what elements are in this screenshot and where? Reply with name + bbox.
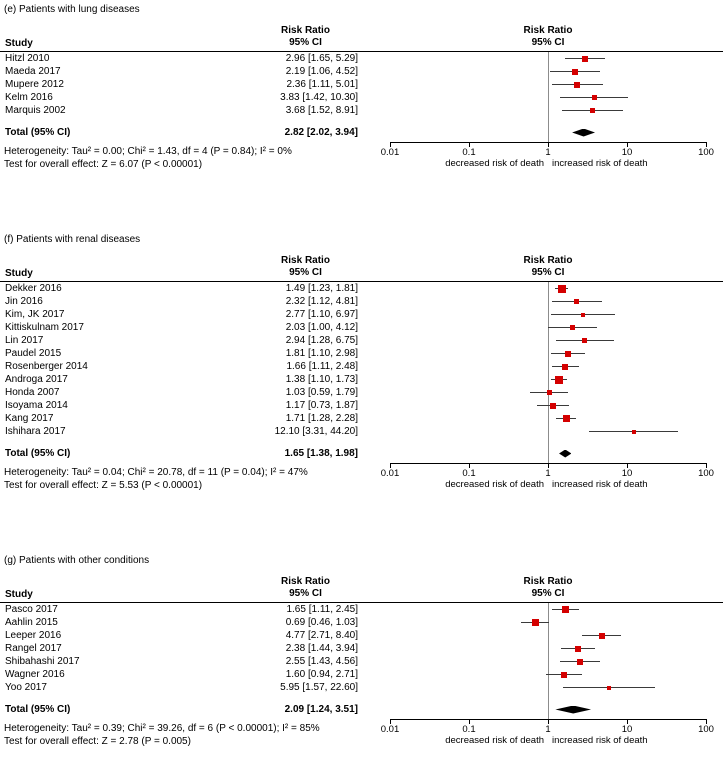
forest-panel bbox=[0, 234, 723, 507]
point-estimate-marker bbox=[561, 672, 567, 678]
row-spacer bbox=[0, 117, 723, 126]
study-row bbox=[0, 65, 723, 78]
panel-title: (e) Patients with lung diseases bbox=[4, 4, 140, 15]
estimate-header-line1: Risk Ratio bbox=[281, 25, 330, 36]
overall-effect-text: Test for overall effect: Z = 6.07 (P < 0.00001) bbox=[4, 159, 203, 170]
plot-header-line2: 95% CI bbox=[531, 588, 565, 599]
plot-header-cell bbox=[358, 255, 723, 279]
total-label: Total (95% CI) bbox=[5, 127, 71, 138]
study-name: Kim, JK 2017 bbox=[5, 309, 65, 320]
point-estimate-marker bbox=[555, 376, 563, 384]
axis-label-decreased-risk: decreased risk of death bbox=[445, 158, 544, 169]
study-row bbox=[0, 681, 723, 694]
study-row bbox=[0, 412, 723, 425]
estimate-label: 2.19 [1.06, 4.52] bbox=[285, 66, 358, 77]
axis-tick-label: 0.01 bbox=[380, 147, 400, 158]
axis-tick-label: 10 bbox=[621, 147, 633, 158]
estimate-label: 2.94 [1.28, 6.75] bbox=[285, 335, 358, 346]
ci-plot-cell bbox=[358, 295, 723, 308]
table-header bbox=[0, 25, 723, 52]
total-estimate: 2.82 [2.02, 3.94] bbox=[284, 127, 358, 138]
ci-plot-cell bbox=[358, 91, 723, 104]
table-header bbox=[0, 255, 723, 282]
estimate-header-line2: 95% CI bbox=[289, 267, 322, 278]
point-estimate-marker bbox=[550, 403, 556, 409]
point-estimate-marker bbox=[572, 69, 578, 75]
point-estimate-marker bbox=[547, 390, 552, 395]
study-row bbox=[0, 386, 723, 399]
estimate-column-header bbox=[253, 576, 358, 600]
total-estimate: 1.65 [1.38, 1.98] bbox=[284, 448, 358, 459]
ci-plot-cell bbox=[358, 282, 723, 295]
point-estimate-marker bbox=[599, 633, 605, 639]
plot-header-cell bbox=[358, 576, 723, 600]
total-diamond bbox=[572, 129, 595, 137]
ci-plot-cell bbox=[358, 321, 723, 334]
estimate-label: 1.49 [1.23, 1.81] bbox=[285, 283, 358, 294]
estimate-label: 2.32 [1.12, 4.81] bbox=[285, 296, 358, 307]
estimate-label: 5.95 [1.57, 22.60] bbox=[280, 682, 358, 693]
axis-tick-label: 1 bbox=[545, 468, 551, 479]
study-row bbox=[0, 78, 723, 91]
study-row bbox=[0, 425, 723, 438]
plot-header-line1: Risk Ratio bbox=[523, 25, 573, 36]
study-name: Lin 2017 bbox=[5, 335, 44, 346]
point-estimate-marker bbox=[590, 108, 595, 113]
point-estimate-marker bbox=[574, 82, 580, 88]
ci-plot-cell bbox=[358, 642, 723, 655]
ci-plot-cell bbox=[358, 104, 723, 117]
plot-header-line2: 95% CI bbox=[531, 267, 565, 278]
study-name: Isoyama 2014 bbox=[5, 400, 68, 411]
estimate-header-line1: Risk Ratio bbox=[281, 255, 330, 266]
study-row bbox=[0, 655, 723, 668]
ci-plot-cell bbox=[358, 655, 723, 668]
study-name: Wagner 2016 bbox=[5, 669, 65, 680]
heterogeneity-text: Heterogeneity: Tau² = 0.04; Chi² = 20.78, df = 11 (P = 0.04); I² = 47% bbox=[4, 467, 308, 478]
axis-tick-label: 100 bbox=[698, 724, 714, 735]
study-row bbox=[0, 104, 723, 117]
total-plot-cell bbox=[358, 126, 723, 139]
study-row bbox=[0, 308, 723, 321]
estimate-label: 1.81 [1.10, 2.98] bbox=[285, 348, 358, 359]
panel-footer bbox=[0, 142, 723, 186]
ci-plot-cell bbox=[358, 360, 723, 373]
point-estimate-marker bbox=[532, 619, 539, 626]
estimate-label: 1.17 [0.73, 1.87] bbox=[285, 400, 358, 411]
plot-column-header bbox=[390, 576, 706, 600]
study-row bbox=[0, 373, 723, 386]
study-name: Kittiskulnam 2017 bbox=[5, 322, 84, 333]
study-name: Androga 2017 bbox=[5, 374, 68, 385]
total-row bbox=[0, 126, 723, 139]
axis-tick-label: 0.01 bbox=[380, 724, 400, 735]
study-column-header: Study bbox=[5, 38, 33, 49]
point-estimate-marker bbox=[562, 606, 569, 613]
study-column-header: Study bbox=[5, 589, 33, 600]
plot-header-line1: Risk Ratio bbox=[523, 576, 573, 587]
study-name: Marquis 2002 bbox=[5, 105, 66, 116]
estimate-label: 1.66 [1.11, 2.48] bbox=[286, 361, 358, 372]
estimate-label: 0.69 [0.46, 1.03] bbox=[285, 617, 358, 628]
study-row bbox=[0, 91, 723, 104]
axis-label-increased-risk: increased risk of death bbox=[552, 735, 648, 746]
overall-effect-text: Test for overall effect: Z = 5.53 (P < 0.00001) bbox=[4, 480, 203, 491]
study-row bbox=[0, 52, 723, 65]
point-estimate-marker bbox=[570, 325, 575, 330]
row-spacer bbox=[0, 694, 723, 703]
study-row bbox=[0, 629, 723, 642]
axis-cell bbox=[358, 142, 723, 186]
estimate-label: 1.65 [1.11, 2.45] bbox=[286, 604, 358, 615]
x-axis bbox=[358, 142, 723, 186]
axis-tick-label: 10 bbox=[621, 468, 633, 479]
study-row bbox=[0, 642, 723, 655]
forest-panel bbox=[0, 555, 723, 763]
axis-label-decreased-risk: decreased risk of death bbox=[445, 479, 544, 490]
estimate-label: 3.68 [1.52, 8.91] bbox=[285, 105, 358, 116]
axis-cell bbox=[358, 719, 723, 763]
point-estimate-marker bbox=[592, 95, 597, 100]
study-row bbox=[0, 668, 723, 681]
study-name: Rangel 2017 bbox=[5, 643, 62, 654]
estimate-label: 1.71 [1.28, 2.28] bbox=[285, 413, 358, 424]
study-name: Maeda 2017 bbox=[5, 66, 61, 77]
point-estimate-marker bbox=[562, 364, 568, 370]
reference-line bbox=[548, 52, 549, 142]
study-name: Hitzl 2010 bbox=[5, 53, 50, 64]
ci-plot-cell bbox=[358, 616, 723, 629]
study-name: Pasco 2017 bbox=[5, 604, 58, 615]
axis-tick-label: 1 bbox=[545, 147, 551, 158]
ci-plot-cell bbox=[358, 629, 723, 642]
point-estimate-marker bbox=[582, 338, 587, 343]
study-name: Rosenberger 2014 bbox=[5, 361, 88, 372]
ci-plot-cell bbox=[358, 334, 723, 347]
axis-cell bbox=[358, 463, 723, 507]
total-row bbox=[0, 447, 723, 460]
estimate-header-line1: Risk Ratio bbox=[281, 576, 330, 587]
study-row bbox=[0, 399, 723, 412]
ci-plot-cell bbox=[358, 603, 723, 616]
estimate-header-line2: 95% CI bbox=[289, 37, 322, 48]
study-column-header: Study bbox=[5, 268, 33, 279]
stats-block bbox=[0, 466, 358, 507]
rows-area bbox=[0, 52, 723, 142]
study-name: Dekker 2016 bbox=[5, 283, 62, 294]
reference-line bbox=[548, 603, 549, 719]
panel-title: (g) Patients with other conditions bbox=[4, 555, 150, 566]
ci-plot-cell bbox=[358, 78, 723, 91]
axis-label-decreased-risk: decreased risk of death bbox=[445, 735, 544, 746]
row-spacer bbox=[0, 438, 723, 447]
point-estimate-marker bbox=[582, 56, 588, 62]
axis-tick-label: 0.01 bbox=[380, 468, 400, 479]
total-diamond bbox=[559, 450, 571, 458]
total-plot-cell bbox=[358, 447, 723, 460]
study-name: Aahlin 2015 bbox=[5, 617, 58, 628]
study-name: Honda 2007 bbox=[5, 387, 60, 398]
plot-header-cell bbox=[358, 25, 723, 49]
study-name: Leeper 2016 bbox=[5, 630, 62, 641]
estimate-label: 4.77 [2.71, 8.40] bbox=[285, 630, 358, 641]
ci-plot-cell bbox=[358, 347, 723, 360]
study-name: Kelm 2016 bbox=[5, 92, 53, 103]
estimate-label: 1.03 [0.59, 1.79] bbox=[285, 387, 358, 398]
reference-line bbox=[548, 282, 549, 463]
estimate-column-header bbox=[253, 255, 358, 279]
point-estimate-marker bbox=[575, 646, 581, 652]
total-label: Total (95% CI) bbox=[5, 448, 71, 459]
ci-plot-cell bbox=[358, 52, 723, 65]
study-name: Shibahashi 2017 bbox=[5, 656, 80, 667]
panel-title: (f) Patients with renal diseases bbox=[4, 234, 141, 245]
axis-label-increased-risk: increased risk of death bbox=[552, 158, 648, 169]
study-name: Paudel 2015 bbox=[5, 348, 62, 359]
point-estimate-marker bbox=[574, 299, 579, 304]
point-estimate-marker bbox=[558, 285, 566, 293]
heterogeneity-text: Heterogeneity: Tau² = 0.39; Chi² = 39.26, df = 6 (P < 0.00001); I² = 85% bbox=[4, 723, 320, 734]
axis-label-increased-risk: increased risk of death bbox=[552, 479, 648, 490]
ci-plot-cell bbox=[358, 681, 723, 694]
ci-plot-cell bbox=[358, 399, 723, 412]
stats-block bbox=[0, 145, 358, 186]
study-row bbox=[0, 334, 723, 347]
forest-panel bbox=[0, 4, 723, 186]
estimate-label: 2.77 [1.10, 6.97] bbox=[285, 309, 358, 320]
total-diamond bbox=[555, 706, 591, 714]
study-name: Kang 2017 bbox=[5, 413, 54, 424]
total-label: Total (95% CI) bbox=[5, 704, 71, 715]
study-row bbox=[0, 603, 723, 616]
total-row bbox=[0, 703, 723, 716]
point-estimate-marker bbox=[607, 686, 611, 690]
ci-plot-cell bbox=[358, 65, 723, 78]
total-plot-cell bbox=[358, 703, 723, 716]
study-name: Jin 2016 bbox=[5, 296, 43, 307]
estimate-label: 1.38 [1.10, 1.73] bbox=[285, 374, 358, 385]
study-row bbox=[0, 321, 723, 334]
total-estimate: 2.09 [1.24, 3.51] bbox=[284, 704, 358, 715]
estimate-label: 12.10 [3.31, 44.20] bbox=[274, 426, 358, 437]
estimate-label: 2.03 [1.00, 4.12] bbox=[285, 322, 358, 333]
axis-tick-label: 1 bbox=[545, 724, 551, 735]
plot-column-header bbox=[390, 255, 706, 279]
study-row bbox=[0, 616, 723, 629]
axis-tick-label: 100 bbox=[698, 468, 714, 479]
heterogeneity-text: Heterogeneity: Tau² = 0.00; Chi² = 1.43, df = 4 (P = 0.84); I² = 0% bbox=[4, 146, 292, 157]
plot-column-header bbox=[390, 25, 706, 49]
ci-plot-cell bbox=[358, 373, 723, 386]
study-name: Mupere 2012 bbox=[5, 79, 64, 90]
point-estimate-marker bbox=[632, 430, 636, 434]
overall-effect-text: Test for overall effect: Z = 2.78 (P = 0.005) bbox=[4, 736, 191, 747]
axis-tick-label: 10 bbox=[621, 724, 633, 735]
estimate-column-header bbox=[253, 25, 358, 49]
axis-tick-label: 100 bbox=[698, 147, 714, 158]
estimate-label: 2.36 [1.11, 5.01] bbox=[286, 79, 358, 90]
study-row bbox=[0, 282, 723, 295]
estimate-header-line2: 95% CI bbox=[289, 588, 322, 599]
ci-plot-cell bbox=[358, 425, 723, 438]
axis-tick-label: 0.1 bbox=[462, 724, 476, 735]
ci-plot-cell bbox=[358, 308, 723, 321]
ci-plot-cell bbox=[358, 386, 723, 399]
point-estimate-marker bbox=[565, 351, 571, 357]
study-name: Yoo 2017 bbox=[5, 682, 47, 693]
rows-area bbox=[0, 603, 723, 719]
axis-tick-label: 0.1 bbox=[462, 147, 476, 158]
study-row bbox=[0, 295, 723, 308]
panel-footer bbox=[0, 463, 723, 507]
stats-block bbox=[0, 722, 358, 763]
estimate-label: 2.38 [1.44, 3.94] bbox=[285, 643, 358, 654]
plot-header-line1: Risk Ratio bbox=[523, 255, 573, 266]
study-name: Ishihara 2017 bbox=[5, 426, 66, 437]
estimate-label: 2.96 [1.65, 5.29] bbox=[285, 53, 358, 64]
study-row bbox=[0, 347, 723, 360]
ci-plot-cell bbox=[358, 412, 723, 425]
x-axis bbox=[358, 719, 723, 763]
study-row bbox=[0, 360, 723, 373]
panel-footer bbox=[0, 719, 723, 763]
rows-area bbox=[0, 282, 723, 463]
ci-plot-cell bbox=[358, 668, 723, 681]
plot-header-line2: 95% CI bbox=[531, 37, 565, 48]
x-axis bbox=[358, 463, 723, 507]
estimate-label: 2.55 [1.43, 4.56] bbox=[285, 656, 358, 667]
point-estimate-marker bbox=[563, 415, 570, 422]
estimate-label: 3.83 [1.42, 10.30] bbox=[280, 92, 358, 103]
estimate-label: 1.60 [0.94, 2.71] bbox=[285, 669, 358, 680]
point-estimate-marker bbox=[577, 659, 583, 665]
point-estimate-marker bbox=[581, 313, 585, 317]
axis-tick-label: 0.1 bbox=[462, 468, 476, 479]
table-header bbox=[0, 576, 723, 603]
